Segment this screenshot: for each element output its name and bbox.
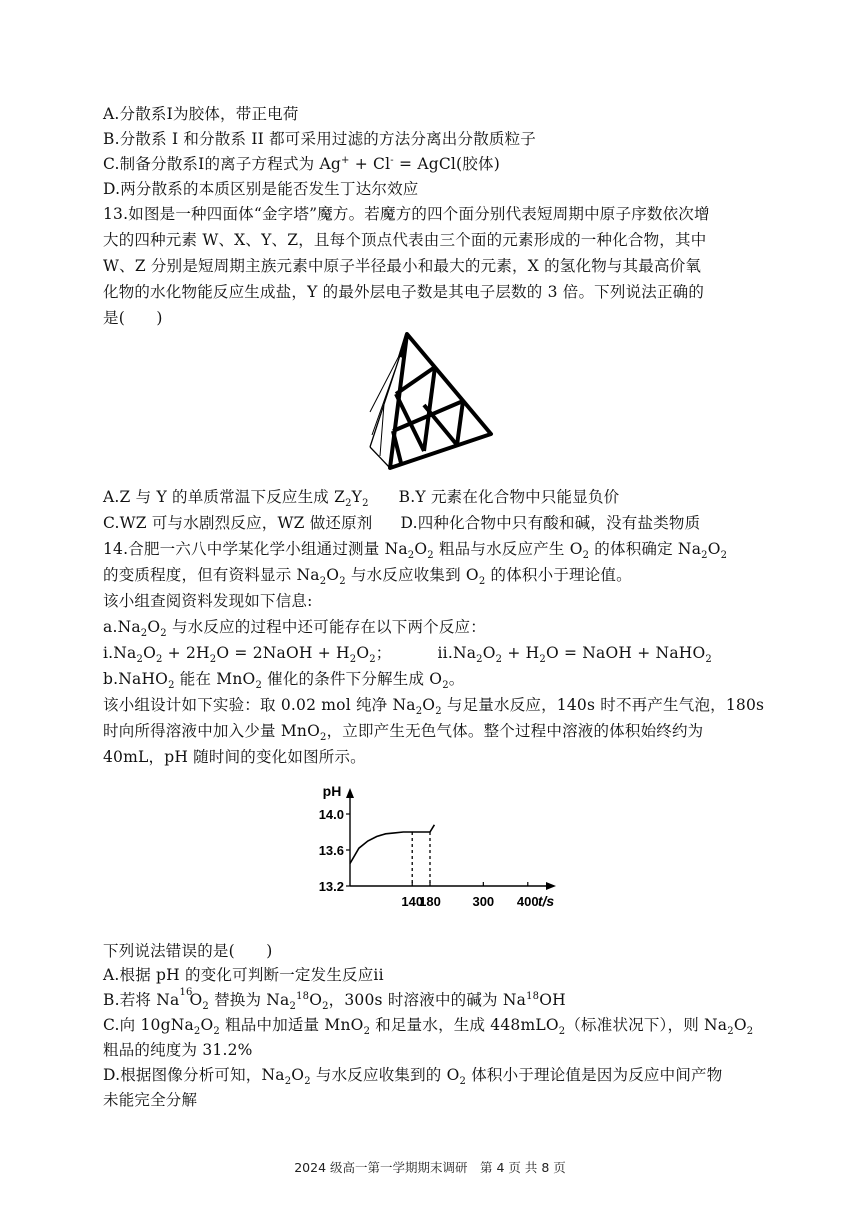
question-14-line2: 的变质程度，但有资料显示 $Na_2O_2$ 与水反应收集到 $O_2$ 的体积小于理论值。: [103, 566, 632, 588]
option-14b: B.若将 Na 16 $O_2$ 替换为 $Na_2^{18}O_2$，300s 时溶液中的碱为 Na$^{18}$OH: [103, 987, 566, 1013]
x-tick-label: 300: [472, 894, 495, 909]
option-14d-line1: D.根据图像分析可知，$Na_2O_2$ 与水反应收集到的 $O_2$ 体积小于理论值是因为反应中间产物: [103, 1066, 723, 1088]
option-12a: A.分散系I为胶体，带正电荷: [103, 105, 299, 123]
reaction-equations: $i.Na_2O_2 + 2H_2O$ = 2NaOH + $H_2O_2$； $ii.Na_2O_2 + H_2O$ = NaOH + NaHO$_2$: [103, 644, 712, 666]
y-axis-arrow: [346, 788, 354, 798]
option-14c-line1: C.向 $10gNa_2O_2$ 粗品中加适量 MnO$_2$ 和足量水，生成 448mLO$_2$（标准状况下），则 $Na_2O_2$: [103, 1016, 754, 1038]
experiment-line2: 时向所得溶液中加入少量 MnO$_2$，立即产生无色气体。整个过程中溶液的体积始终约为: [103, 722, 704, 744]
option-13-ab: A.Z 与 Y 的单质常温下反应生成 $Z_2Y_2$ B.Y 元素在化合物中只能显负价: [103, 488, 620, 510]
y-tick-label: 13.6: [318, 843, 344, 858]
question-13-line2: 大的四种元素 W、X、Y、Z，且每个顶点代表由三个面的元素形成的一种化合物，其中: [103, 231, 707, 249]
info-b: b.NaHO$_2$ 能在 MnO$_2$ 催化的条件下分解生成 $O_2$。: [103, 670, 465, 692]
option-12d: D.两分散系的本质区别是能否发生丁达尔效应: [103, 180, 419, 198]
ph-time-chart: [300, 776, 570, 918]
x-tick-label: 180: [419, 894, 441, 909]
pyramid-cube-figure: [360, 330, 500, 480]
question-13-line1: 13.如图是一种四面体“金字塔”魔方。若魔方的四个面分别代表短周期中原子序数依次增: [103, 205, 710, 223]
page-footer: 2024 级高一第一学期期末调研 第 4 页 共 8 页: [294, 1160, 566, 1175]
option-12c: C.制备分散系I的离子方程式为 Ag+ + Cl- = AgCl(胶体): [103, 154, 500, 173]
y-tick-label: 13.2: [318, 879, 344, 894]
y-axis-label: pH: [322, 783, 342, 799]
question-13-line3: W、Z 分别是短周期主族元素中原子半径最小和最大的元素，X 的氢化物与其最高价氧: [103, 257, 702, 275]
x-tick-label: 400: [516, 894, 539, 909]
y-tick-label: 14.0: [318, 807, 344, 822]
question-14-line3: 该小组查阅资料发现如下信息:: [103, 592, 313, 610]
ph-curve: [350, 825, 434, 864]
experiment-line1: 该小组设计如下实验：取 0.02 mol 纯净 $Na_2O_2$ 与足量水反应，140s 时不再产生气泡，180s: [103, 696, 765, 718]
option-14c-line2: 粗品的纯度为 31.2%: [103, 1041, 253, 1059]
info-a: $a.Na_2O_2$ 与水反应的过程中还可能存在以下两个反应：: [103, 618, 486, 640]
option-13-cd: C.WZ 可与水剧烈反应，WZ 做还原剂 D.四种化合物中只有酸和碱，没有盐类物质: [103, 514, 701, 532]
option-12b: B.分散系 I 和分散系 II 都可采用过滤的方法分离出分散质粒子: [103, 130, 536, 148]
option-14a: A.根据 pH 的变化可判断一定发生反应ii: [103, 966, 384, 984]
x-tick-label: 140: [401, 894, 424, 909]
question-13-line4: 化物的水化物能反应生成盐，Y 的最外层电子数是其电子层数的 3 倍。下列说法正确的: [103, 283, 705, 301]
option-14d-line2: 未能完全分解: [103, 1091, 198, 1109]
x-axis-arrow: [546, 882, 556, 890]
x-axis-label: t/s: [537, 893, 555, 909]
experiment-line3: 40mL，pH 随时间的变化如图所示。: [103, 748, 366, 766]
question-14-line1: 14.合肥一六八中学某化学小组通过测量 $Na_2O_2$ 粗品与水反应产生 $O_2$ 的体积确定 $Na_2O_2$: [103, 540, 728, 562]
question-13-line5: 是( ): [103, 309, 163, 327]
question-14-prompt: 下列说法错误的是( ): [103, 942, 273, 960]
